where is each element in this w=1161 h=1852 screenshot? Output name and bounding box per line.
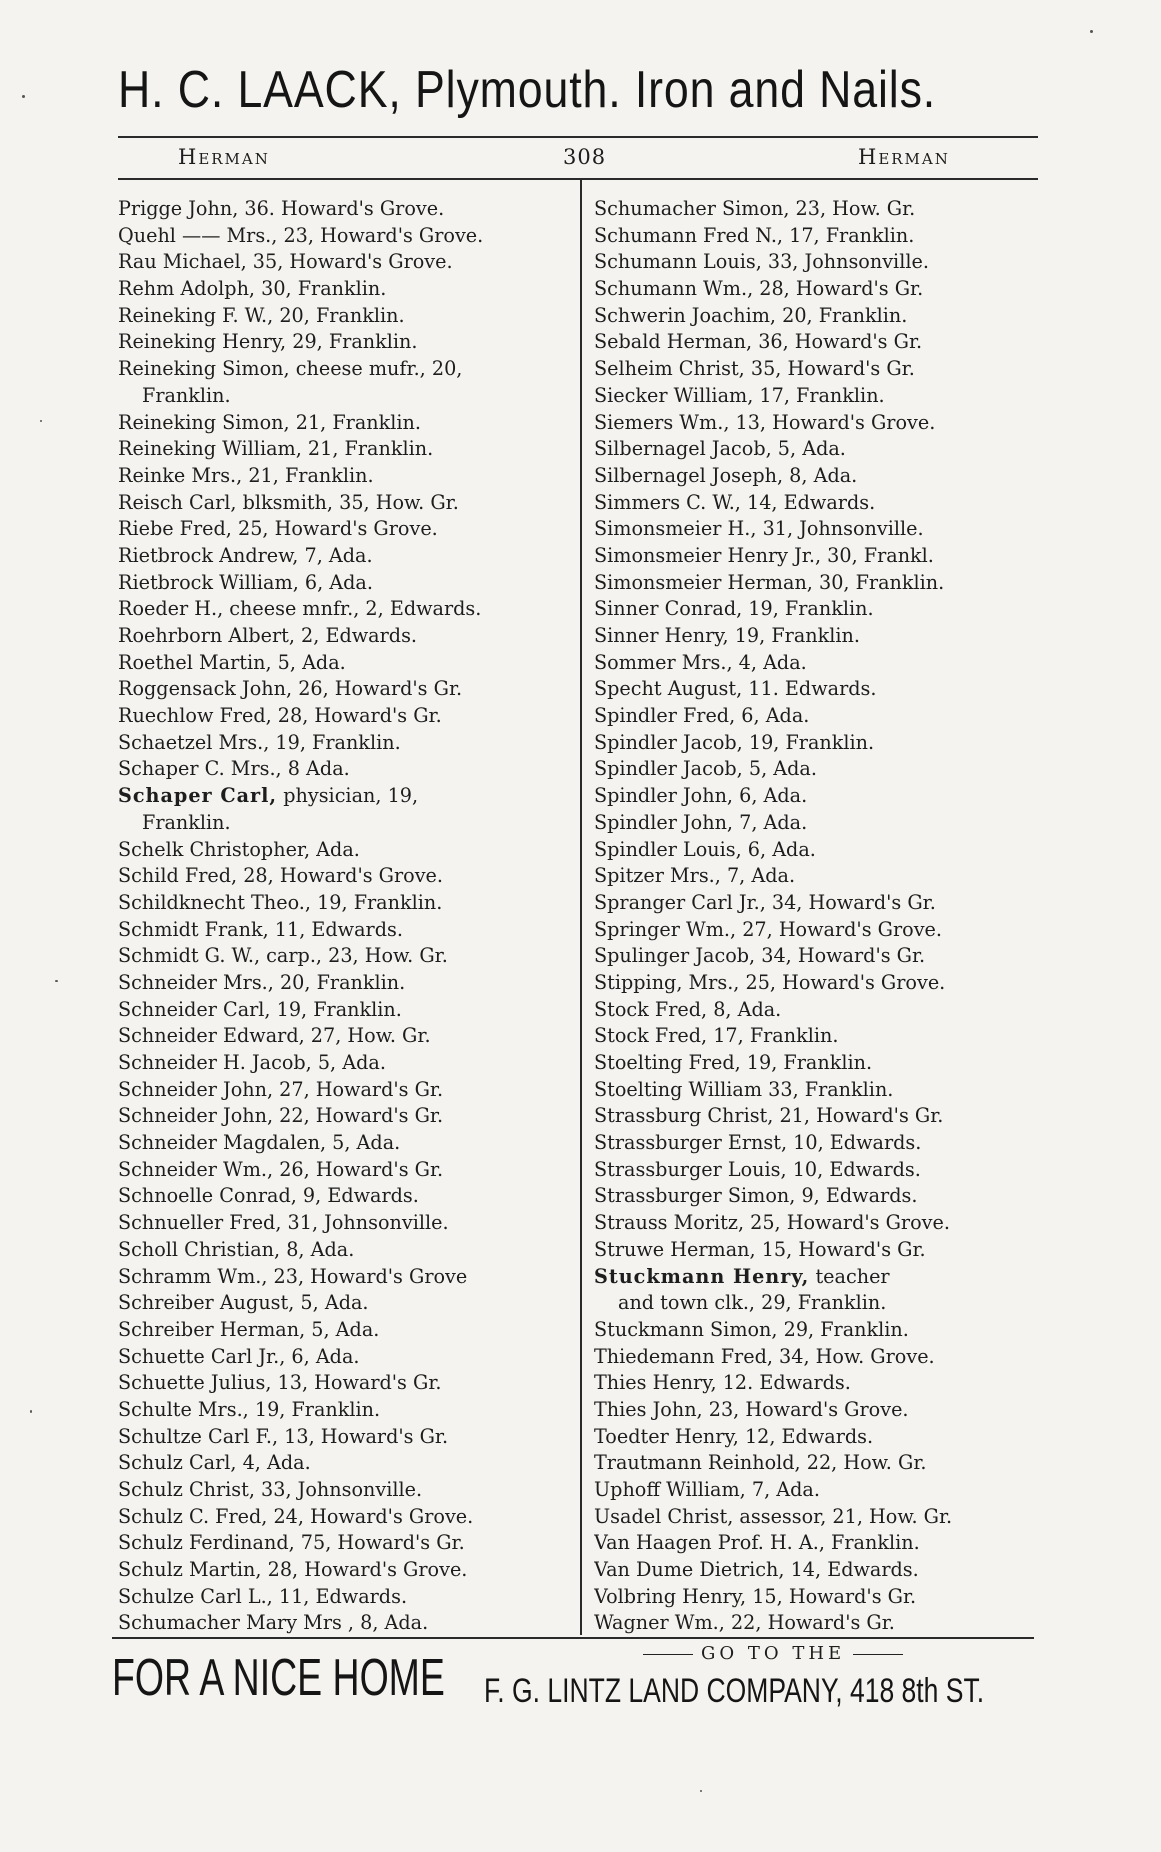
directory-entry (594, 329, 1040, 356)
running-head-left: Herman (178, 145, 270, 169)
entry-text: Sinner Conrad, 19, Franklin. (594, 597, 874, 621)
entry-text: Franklin. (142, 383, 231, 407)
directory-entry (118, 1584, 573, 1611)
entry-text: Strassburg Christ, 21, Howard's Gr. (594, 1104, 944, 1128)
directory-entry (118, 1424, 573, 1451)
running-head (118, 145, 1038, 175)
entry-text: Spindler Louis, 6, Ada. (594, 837, 816, 861)
directory-entry (118, 516, 573, 543)
directory-entry (118, 1450, 573, 1477)
entry-text: Schulz Christ, 33, Johnsonville. (118, 1478, 423, 1501)
directory-entry (118, 1317, 573, 1344)
directory-entry (118, 1023, 573, 1050)
entry-text: Stock Fred, 17, Franklin. (594, 1024, 839, 1048)
left-column (118, 196, 573, 1637)
entry-text: Stoelting William 33, Franklin. (594, 1077, 894, 1101)
entry-text: Struwe Herman, 15, Howard's Gr. (594, 1237, 926, 1261)
directory-entry (594, 837, 1040, 864)
directory-entry (594, 1610, 1040, 1637)
directory-entry (118, 1103, 573, 1130)
footer-goto (635, 1643, 911, 1664)
entry-text: and town clk., 29, Franklin. (618, 1291, 887, 1315)
directory-entry (594, 223, 1040, 250)
entry-text: Franklin. (142, 810, 231, 834)
directory-entry (118, 1130, 573, 1157)
directory-entry (594, 1397, 1040, 1424)
directory-entry (594, 863, 1040, 890)
entry-text: Reineking F. W., 20, Franklin. (118, 303, 405, 327)
directory-entry (594, 730, 1040, 757)
directory-entry (594, 196, 1040, 223)
directory-entry (594, 623, 1040, 650)
footer-left-advertisement: FOR A NICE HOME (112, 1649, 445, 1707)
directory-entry (118, 997, 573, 1024)
header-rule (118, 136, 1038, 138)
directory-entry (118, 650, 573, 677)
entry-text: Schneider Magdalen, 5, Ada. (118, 1131, 401, 1155)
entry-text: Thies Henry, 12. Edwards. (594, 1371, 851, 1395)
footer-right-advertisement: F. G. LINTZ LAND COMPANY, 418 8th ST. (484, 1672, 985, 1710)
scan-speck (22, 95, 25, 98)
entry-text: Spulinger Jacob, 34, Howard's Gr. (594, 944, 926, 968)
entry-text: Schneider John, 22, Howard's Gr. (118, 1104, 444, 1128)
directory-entry (118, 490, 573, 517)
entry-text: Van Haagen Prof. H. A., Franklin. (594, 1531, 920, 1555)
directory-entry (118, 1370, 573, 1397)
running-head-right: Herman (858, 145, 950, 169)
entry-text: Ruechlow Fred, 28, Howard's Gr. (118, 704, 442, 728)
entry-text: Schreiber Herman, 5, Ada. (118, 1317, 380, 1341)
entry-text: Roehrborn Albert, 2, Edwards. (118, 624, 418, 647)
entry-text: Reineking Simon, cheese mufr., 20, (118, 357, 463, 381)
entry-text: Riebe Fred, 25, Howard's Grove. (118, 517, 438, 541)
directory-entry (118, 1290, 573, 1317)
directory-entry (118, 970, 573, 997)
directory-entry (594, 1157, 1040, 1184)
entry-text: Schulz Martin, 28, Howard's Grove. (118, 1558, 468, 1582)
directory-entry (594, 1237, 1040, 1264)
directory-entry (594, 1530, 1040, 1557)
directory-entry (118, 1237, 573, 1264)
directory-entry (118, 356, 573, 383)
entry-text: Toedter Henry, 12, Edwards. (594, 1424, 874, 1448)
scan-speck (30, 1410, 32, 1413)
directory-entry (594, 516, 1040, 543)
entry-text: Rehm Adolph, 30, Franklin. (118, 277, 387, 301)
entry-text: Rietbrock William, 6, Ada. (118, 570, 373, 594)
directory-entry (594, 410, 1040, 437)
directory-entry-continuation (594, 1290, 1040, 1317)
entry-text: Schneider H. Jacob, 5, Ada. (118, 1051, 386, 1074)
directory-entry (594, 676, 1040, 703)
entry-text: Schwerin Joachim, 20, Franklin. (594, 303, 908, 327)
directory-entry (594, 890, 1040, 917)
goto-dash-left (643, 1654, 693, 1655)
entry-text: Strassburger Louis, 10, Edwards. (594, 1157, 921, 1181)
entry-text: Simonsmeier Herman, 30, Franklin. (594, 570, 945, 594)
entry-text: Prigge John, 36. Howard's Grove. (118, 197, 445, 220)
directory-entry (594, 1050, 1040, 1077)
directory-entry (594, 436, 1040, 463)
entry-bold-name: Stuckmann Henry, (594, 1264, 810, 1288)
directory-entry (118, 436, 573, 463)
scan-speck (40, 420, 42, 422)
top-advertisement: H. C. LAACK, Plymouth. Iron and Nails. (118, 61, 937, 119)
directory-entry (118, 756, 573, 783)
entry-text: Schelk Christopher, Ada. (118, 837, 360, 861)
entry-text: Schnueller Fred, 31, Johnsonville. (118, 1211, 449, 1235)
running-head-rule (118, 178, 1038, 180)
entry-text: Reisch Carl, blksmith, 35, How. Gr. (118, 490, 459, 514)
column-divider (580, 180, 582, 1635)
goto-text: GO TO THE (701, 1643, 846, 1664)
entry-text: Spindler Jacob, 19, Franklin. (594, 730, 875, 754)
entry-text: Van Dume Dietrich, 14, Edwards. (594, 1558, 919, 1582)
directory-entry (594, 463, 1040, 490)
directory-entry (118, 1557, 573, 1584)
entry-text: Spindler Fred, 6, Ada. (594, 704, 810, 728)
directory-entry (118, 943, 573, 970)
entry-text: Trautmann Reinhold, 22, How. Gr. (594, 1451, 927, 1475)
entry-text: Schulze Carl L., 11, Edwards. (118, 1584, 408, 1608)
directory-entry (594, 1370, 1040, 1397)
directory-entry (118, 1530, 573, 1557)
entry-text: Schaetzel Mrs., 19, Franklin. (118, 730, 401, 754)
entry-text: Schumann Wm., 28, Howard's Gr. (594, 277, 924, 301)
directory-entry (594, 1210, 1040, 1237)
directory-entry (118, 543, 573, 570)
directory-entry (118, 329, 573, 356)
directory-entry (594, 1557, 1040, 1584)
directory-entry (118, 783, 573, 810)
entry-text: Sommer Mrs., 4, Ada. (594, 650, 807, 674)
entry-bold-name: Schaper Carl, (118, 784, 278, 808)
entry-text: Schneider Wm., 26, Howard's Gr. (118, 1157, 444, 1181)
directory-entry (594, 276, 1040, 303)
entry-text: Thies John, 23, Howard's Grove. (594, 1397, 909, 1421)
directory-entry (594, 543, 1040, 570)
entry-text: Wagner Wm., 22, Howard's Gr. (594, 1611, 895, 1635)
entry-text: Spindler Jacob, 5, Ada. (594, 757, 817, 781)
directory-entry (118, 196, 573, 223)
entry-text: Stock Fred, 8, Ada. (594, 997, 782, 1021)
directory-entry (118, 570, 573, 597)
entry-text: Quehl —— Mrs., 23, Howard's Grove. (118, 223, 484, 247)
entry-text: Usadel Christ, assessor, 21, How. Gr. (594, 1504, 953, 1528)
entry-text: Schumann Louis, 33, Johnsonville. (594, 250, 929, 274)
directory-entry (594, 650, 1040, 677)
directory-entry (118, 596, 573, 623)
directory-entry (594, 490, 1040, 517)
entry-text: Schultze Carl F., 13, Howard's Gr. (118, 1424, 449, 1448)
directory-entry (118, 890, 573, 917)
goto-dash-right (853, 1654, 903, 1655)
directory-entry (118, 1477, 573, 1504)
entry-text: Strauss Moritz, 25, Howard's Grove. (594, 1211, 950, 1235)
directory-entry (118, 1344, 573, 1371)
page-number: 308 (563, 145, 607, 169)
directory-entry (118, 1210, 573, 1237)
entry-text: Specht August, 11. Edwards. (594, 677, 877, 701)
entry-text: Schulz Ferdinand, 75, Howard's Gr. (118, 1531, 465, 1555)
directory-entry (118, 730, 573, 757)
directory-entry (594, 1584, 1040, 1611)
entry-text: Schmidt Frank, 11, Edwards. (118, 917, 403, 941)
directory-entry (118, 1610, 573, 1637)
directory-entry (594, 1023, 1040, 1050)
directory-entry (594, 1264, 1040, 1291)
entry-text: Roggensack John, 26, Howard's Gr. (118, 677, 463, 701)
entry-text: Silbernagel Jacob, 5, Ada. (594, 437, 846, 461)
directory-entry (118, 917, 573, 944)
entry-text: Schumann Fred N., 17, Franklin. (594, 223, 915, 247)
entry-text: Schumacher Simon, 23, How. Gr. (594, 197, 916, 220)
directory-entry (594, 249, 1040, 276)
directory-entry (118, 249, 573, 276)
entry-text: Spindler John, 6, Ada. (594, 784, 808, 808)
directory-entry (594, 1130, 1040, 1157)
directory-entry (594, 703, 1040, 730)
directory-entry (594, 1103, 1040, 1130)
entry-text: Silbernagel Joseph, 8, Ada. (594, 463, 858, 487)
directory-entry (594, 917, 1040, 944)
directory-entry (594, 1477, 1040, 1504)
entry-text: Schuette Julius, 13, Howard's Gr. (118, 1371, 442, 1395)
entry-text: Rau Michael, 35, Howard's Grove. (118, 250, 453, 274)
directory-entry (594, 303, 1040, 330)
directory-entry (594, 1183, 1040, 1210)
directory-entry (118, 1077, 573, 1104)
entry-text: Schulz C. Fred, 24, Howard's Grove. (118, 1504, 474, 1528)
directory-entry (594, 810, 1040, 837)
entry-text: Spindler John, 7, Ada. (594, 810, 808, 834)
directory-entry (118, 223, 573, 250)
entry-text: Schreiber August, 5, Ada. (118, 1291, 369, 1315)
entry-text: Thiedemann Fred, 34, How. Grove. (594, 1344, 935, 1368)
entry-text: Reinke Mrs., 21, Franklin. (118, 463, 374, 487)
entry-text: Scholl Christian, 8, Ada. (118, 1237, 355, 1261)
entry-text: Schulte Mrs., 19, Franklin. (118, 1397, 381, 1421)
directory-entry (118, 676, 573, 703)
entry-text: Sinner Henry, 19, Franklin. (594, 624, 860, 647)
entry-text: Selheim Christ, 35, Howard's Gr. (594, 357, 915, 381)
directory-entry (594, 970, 1040, 997)
entry-text: Schmidt G. W., carp., 23, How. Gr. (118, 944, 448, 968)
entry-text: Stuckmann Simon, 29, Franklin. (594, 1317, 909, 1341)
entry-text: Schneider Mrs., 20, Franklin. (118, 970, 406, 994)
directory-entry (594, 943, 1040, 970)
entry-text: Roeder H., cheese mnfr., 2, Edwards. (118, 597, 482, 621)
entry-text: Simmers C. W., 14, Edwards. (594, 490, 876, 514)
entry-text: Volbring Henry, 15, Howard's Gr. (594, 1584, 917, 1608)
right-column (594, 196, 1040, 1637)
entry-text: teacher (809, 1264, 890, 1288)
directory-entry (594, 596, 1040, 623)
scan-speck (700, 1790, 702, 1792)
directory-entry (594, 356, 1040, 383)
entry-text: Sebald Herman, 36, Howard's Gr. (594, 330, 923, 354)
entry-text: Schildknecht Theo., 19, Franklin. (118, 890, 443, 914)
directory-entry (118, 1050, 573, 1077)
entry-text: Stoelting Fred, 19, Franklin. (594, 1051, 873, 1074)
entry-text: Schulz Carl, 4, Ada. (118, 1451, 311, 1475)
directory-entry (594, 997, 1040, 1024)
directory-entry (118, 1264, 573, 1291)
entry-text: Schnoelle Conrad, 9, Edwards. (118, 1184, 419, 1208)
directory-entry (118, 863, 573, 890)
entry-text: Reineking William, 21, Franklin. (118, 437, 434, 461)
directory-entry (594, 1077, 1040, 1104)
directory-entry (118, 276, 573, 303)
footer-rule (112, 1637, 1034, 1639)
entry-text: Schneider Edward, 27, How. Gr. (118, 1024, 431, 1048)
directory-entry (594, 1424, 1040, 1451)
entry-text: Strassburger Ernst, 10, Edwards. (594, 1131, 922, 1155)
directory-entry (118, 837, 573, 864)
directory-entry-continuation (118, 383, 573, 410)
entry-text: Spranger Carl Jr., 34, Howard's Gr. (594, 890, 936, 914)
scan-speck (1090, 30, 1093, 33)
entry-text: Uphoff William, 7, Ada. (594, 1478, 820, 1501)
directory-entry (118, 1397, 573, 1424)
entry-text: Reineking Simon, 21, Franklin. (118, 410, 421, 434)
directory-entry (594, 383, 1040, 410)
entry-text: Schneider Carl, 19, Franklin. (118, 997, 402, 1021)
entry-text: Simonsmeier H., 31, Johnsonville. (594, 517, 924, 541)
entry-text: Springer Wm., 27, Howard's Grove. (594, 917, 942, 941)
directory-entry (118, 1183, 573, 1210)
entry-text: Schuette Carl Jr., 6, Ada. (118, 1344, 360, 1368)
entry-text: Roethel Martin, 5, Ada. (118, 650, 346, 674)
entry-text: Siecker William, 17, Franklin. (594, 383, 885, 407)
directory-entry (118, 1504, 573, 1531)
entry-text: Rietbrock Andrew, 7, Ada. (118, 543, 373, 567)
directory-entry (594, 570, 1040, 597)
entry-text: Schaper C. Mrs., 8 Ada. (118, 757, 350, 781)
directory-entry (118, 623, 573, 650)
entry-text: Spitzer Mrs., 7, Ada. (594, 864, 796, 888)
directory-entry (594, 783, 1040, 810)
directory-entry (594, 1450, 1040, 1477)
entry-text: Schild Fred, 28, Howard's Grove. (118, 864, 444, 888)
directory-entry (118, 463, 573, 490)
directory-entry (594, 1344, 1040, 1371)
scan-speck (55, 980, 58, 982)
entry-text: Siemers Wm., 13, Howard's Grove. (594, 410, 936, 434)
entry-text: Stipping, Mrs., 25, Howard's Grove. (594, 970, 946, 994)
directory-entry (594, 1317, 1040, 1344)
entry-text: Schneider John, 27, Howard's Gr. (118, 1077, 444, 1101)
directory-entry (118, 410, 573, 437)
directory-entry (118, 703, 573, 730)
entry-text: Simonsmeier Henry Jr., 30, Frankl. (594, 543, 934, 567)
entry-text: Strassburger Simon, 9, Edwards. (594, 1184, 918, 1208)
directory-entry (594, 1504, 1040, 1531)
entry-text: physician, 19, (277, 784, 419, 808)
entry-text: Schumacher Mary Mrs , 8, Ada. (118, 1611, 429, 1635)
entry-text: Schramm Wm., 23, Howard's Grove (118, 1264, 468, 1288)
directory-entry-continuation (118, 810, 573, 837)
entry-text: Reineking Henry, 29, Franklin. (118, 330, 418, 354)
directory-entry (118, 1157, 573, 1184)
directory-entry (594, 756, 1040, 783)
directory-entry (118, 303, 573, 330)
